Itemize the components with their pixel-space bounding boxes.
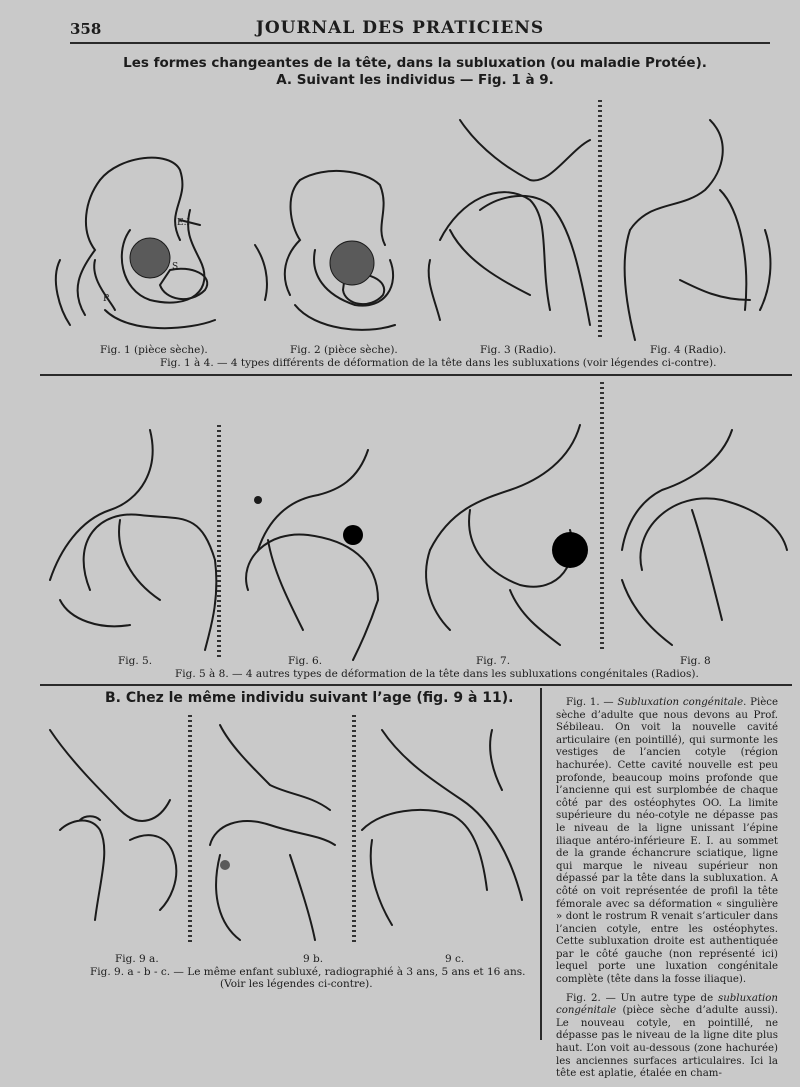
figure-5-drawing (40, 420, 220, 650)
legend-fig2-title: subluxation congénitale (556, 992, 778, 1017)
figure-7-drawing (410, 420, 595, 650)
figure-4-caption: Fig. 4 (Radio). (650, 344, 727, 356)
figure-9c-drawing (362, 720, 542, 940)
legend-fig1-title: Subluxation congénitale (617, 697, 744, 708)
figure-9a-caption: Fig. 9 a. (115, 953, 159, 965)
figure-6-drawing (228, 440, 398, 660)
figure-9a-dotted-line (188, 715, 192, 945)
figure-7-dotted-line (600, 382, 604, 652)
legend-fig1 (556, 697, 778, 987)
legend-fig2-head: Fig. 2. — Un autre type de (566, 992, 718, 1004)
figure-5-caption: Fig. 5. (118, 655, 153, 667)
row3-caption-line1: Fig. 9. a - b - c. — Le même enfant subluxé, radiographié à 3 ans, 5 ans et 16 ans. (90, 966, 526, 978)
figure-1-label-r: R (103, 294, 110, 304)
legend-fig1-text: . Pièce sèche d’adulte que nous devons au Prof. Sébileau. On voit la nouvelle cavité articulaire (en pointillé), qui surmonte les vestiges de l’ancien cotyle (région hachurée). Cette cavité nouvelle est peu profonde, beaucoup moins profonde que l’ancienne qui est surplombée de chaque côté par des ostéophytes OO. La limite supérieure du néo-cotyle ne dépasse pas le niveau de la ligne unissant l’épine iliaque antéro-inférieure E. I. au sommet de la grande échancrure sciatique, ligne qui marque le niveau supérieur non dépassé par la tête dans la subluxation. A côté on voit représentée de profil la tête fémorale avec sa déformation « singulière » dont le rostrum R venait s’articuler dans l’ancien cotyle, entre les ostéophytes. Cette subluxation droite est authentiquée par le côté gauche (non représenté ici) lequel porte une luxation congénitale complète (tête dans la fosse iliaque). (556, 697, 779, 986)
legend-fig2 (556, 993, 778, 1081)
section-a-subtitle: A. Suivant les individus — Fig. 1 à 9. (276, 72, 554, 88)
figure-1-label-s: S (172, 262, 179, 272)
row1-caption: Fig. 1 à 4. — 4 types différents de déformation de la tête dans les subluxations (voir légendes ci-contre). (160, 357, 717, 369)
figure-2-caption: Fig. 2 (pièce sèche). (290, 344, 398, 356)
section-a-title: Les formes changeantes de la tête, dans la subluxation (ou maladie Protée). (123, 55, 707, 71)
figure-9c-caption: 9 c. (445, 953, 465, 965)
figure-9b-drawing (200, 715, 350, 945)
figure-8-caption: Fig. 8 (680, 655, 711, 667)
figure-1-caption: Fig. 1 (pièce sèche). (100, 344, 208, 356)
column-divider (540, 688, 542, 1040)
page-number: 358 (70, 20, 102, 38)
row2-caption: Fig. 5 à 8. — 4 autres types de déformation de la tête dans les subluxations congénitales (Radios). (175, 668, 699, 680)
figure-5-dotted-line (217, 425, 221, 660)
legend-column (556, 697, 778, 1087)
figure-9b-dotted-line (352, 715, 356, 945)
running-header: JOURNAL DES PRATICIENS (255, 18, 545, 38)
row1-rule (40, 374, 792, 376)
legend-fig2-text: (pièce sèche d’adulte aussi). Le nouveau cotyle, en pointillé, ne dépasse pas le niveau de la ligne dite plus haut. L’on voit au-dessous (zone hachurée) les anciennes surfaces articulaires. Ici la tête est aplatie, étalée en cham- (556, 1005, 778, 1080)
figure-9b-caption: 9 b. (303, 953, 324, 965)
figure-6-caption: Fig. 6. (288, 655, 323, 667)
section-b-title: B. Chez le même individu suivant l’age (fig. 9 à 11). (105, 690, 514, 706)
figure-3-drawing (420, 110, 600, 340)
legend-fig1-head: Fig. 1. — (566, 697, 618, 708)
row2-rule (40, 684, 792, 686)
figure-1-label-ei: E.I (177, 218, 190, 228)
figure-4-drawing (610, 110, 785, 340)
figure-1-drawing (40, 150, 230, 340)
header-rule (70, 42, 770, 44)
figure-3-dotted-line (598, 100, 602, 340)
figure-3-caption: Fig. 3 (Radio). (480, 344, 557, 356)
figure-2-drawing (255, 165, 405, 345)
row3-caption-line2: (Voir les légendes ci-contre). (220, 978, 373, 990)
figure-9a-drawing (40, 720, 190, 940)
figure-8-drawing (612, 420, 792, 650)
figure-7-caption: Fig. 7. (476, 655, 511, 667)
